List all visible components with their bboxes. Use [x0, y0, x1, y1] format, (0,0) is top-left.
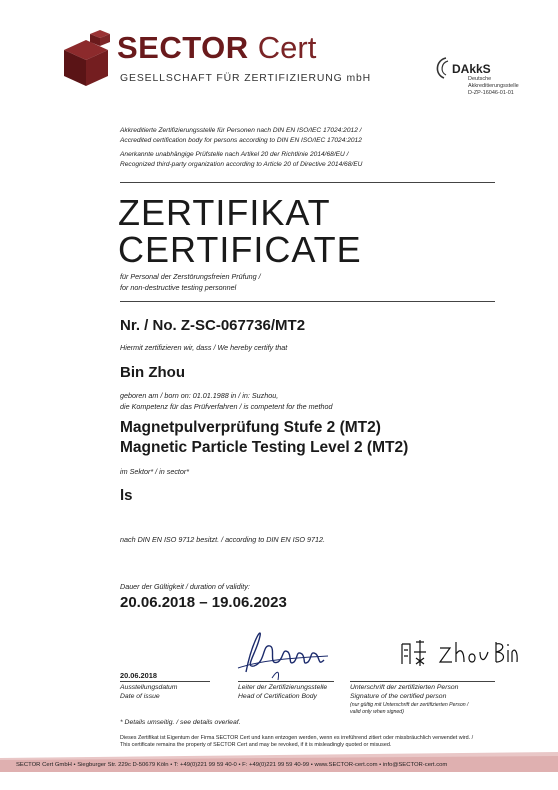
issue-label-de: Ausstellungsdatum [120, 684, 178, 691]
footer-contact: SECTOR Cert GmbH • Siegburger Str. 229c D-50679 Köln • T: +49(0)221 99 59 40-0 • F: +49(0)221 99 59 40-99 • www.SECTOR-cert.com • info@SECTOR-cert.com [16, 762, 448, 768]
footer-band [0, 746, 558, 772]
holder-signature-line [350, 681, 495, 682]
person-note-1: (nur gültig mit Unterschrift der zertifizierten Person / [350, 702, 469, 708]
method-en: Magnetic Particle Testing Level 2 (MT2) [120, 439, 409, 456]
accreditation-de-2: Anerkannte unabhängige Prüfstelle nach Artikel 20 der Richtlinie 2014/68/EU / [120, 151, 349, 158]
accreditation-de-1: Akkreditierte Zertifizierungsstelle für Personen nach DIN EN ISO/IEC 17024:2012 / [120, 127, 362, 134]
brand-cert: Cert [257, 30, 317, 65]
dakks-logo-icon [432, 56, 452, 80]
scope-de: für Personal der Zerstörungsfreien Prüfung / [120, 272, 261, 281]
head-signature-line [238, 681, 334, 682]
person-label-en: Signature of the certified person [350, 693, 447, 700]
certificate-number: Nr. / No. Z-SC-067736/MT2 [120, 317, 306, 334]
footnote: * Details umseitig. / see details overleaf. [120, 719, 241, 726]
validity-value: 20.06.2018 – 19.06.2023 [120, 594, 287, 611]
holder-name: Bin Zhou [120, 364, 185, 381]
issue-label-en: Date of issue [120, 693, 160, 700]
sectorcert-logo-icon [60, 30, 112, 90]
method-de: Magnetpulverprüfung Stufe 2 (MT2) [120, 419, 381, 436]
validity-label: Dauer der Gültigkeit / duration of validity: [120, 582, 250, 591]
standard-text: nach DIN EN ISO 9712 besitzt. / according to DIN EN ISO 9712. [120, 535, 325, 544]
birth-info: geboren am / born on: 01.01.1988 in / in: Suzhou, [120, 391, 279, 400]
head-label-de: Leiter der Zertifizierungsstelle [238, 684, 328, 691]
scope-en: for non-destructive testing personnel [120, 283, 237, 292]
issue-date-line [120, 681, 210, 682]
accreditation-en-1: Accredited certification body for persons according to DIN EN ISO/IEC 17024:2012 [120, 137, 362, 144]
dakks-name: DAkkS [452, 62, 491, 76]
title-en: CERTIFICATE [118, 229, 362, 270]
brand-subtitle: GESELLSCHAFT FÜR ZERTIFIZIERUNG mbH [120, 73, 372, 84]
title-de: ZERTIFIKAT [118, 192, 331, 233]
person-note-2: valid only when signed) [350, 709, 404, 715]
disclaimer-en: This certificate remains the property of SECTOR Cert and may be revoked, if it is misleadingly quoted or misused. [120, 742, 392, 748]
dakks-line-2: Akkreditierungsstelle [468, 83, 519, 89]
dakks-line-1: Deutsche [468, 76, 492, 82]
divider-middle [120, 301, 495, 302]
sector-value: ls [120, 487, 133, 504]
head-signature [232, 622, 330, 682]
person-label-de: Unterschrift der zertifizierten Person [350, 684, 459, 691]
brand-name [117, 30, 316, 66]
divider-top [120, 182, 495, 183]
disclaimer-de: Dieses Zertifikat ist Eigentum der Firma SECTOR Cert und kann entzogen werden, wenn es irreführend zitiert oder missbräuchlich verwendet wird. / [120, 735, 474, 741]
head-label-en: Head of Certification Body [238, 693, 317, 700]
dakks-accreditation-number: D-ZP-16046-01-01 [468, 90, 514, 96]
sector-label: im Sektor* / in sector* [120, 467, 190, 476]
certify-text: Hiermit zertifizieren wir, dass / We hereby certify that [120, 343, 288, 352]
issue-date: 20.06.2018 [120, 671, 157, 680]
brand-sector: SECTOR [117, 30, 249, 65]
competence-text: die Kompetenz für das Prüfverfahren / is competent for the method [120, 402, 333, 411]
holder-signature [398, 636, 518, 672]
accreditation-en-2: Recognized third-party organization according to Article 20 of Directive 2014/68/EU [120, 161, 363, 168]
